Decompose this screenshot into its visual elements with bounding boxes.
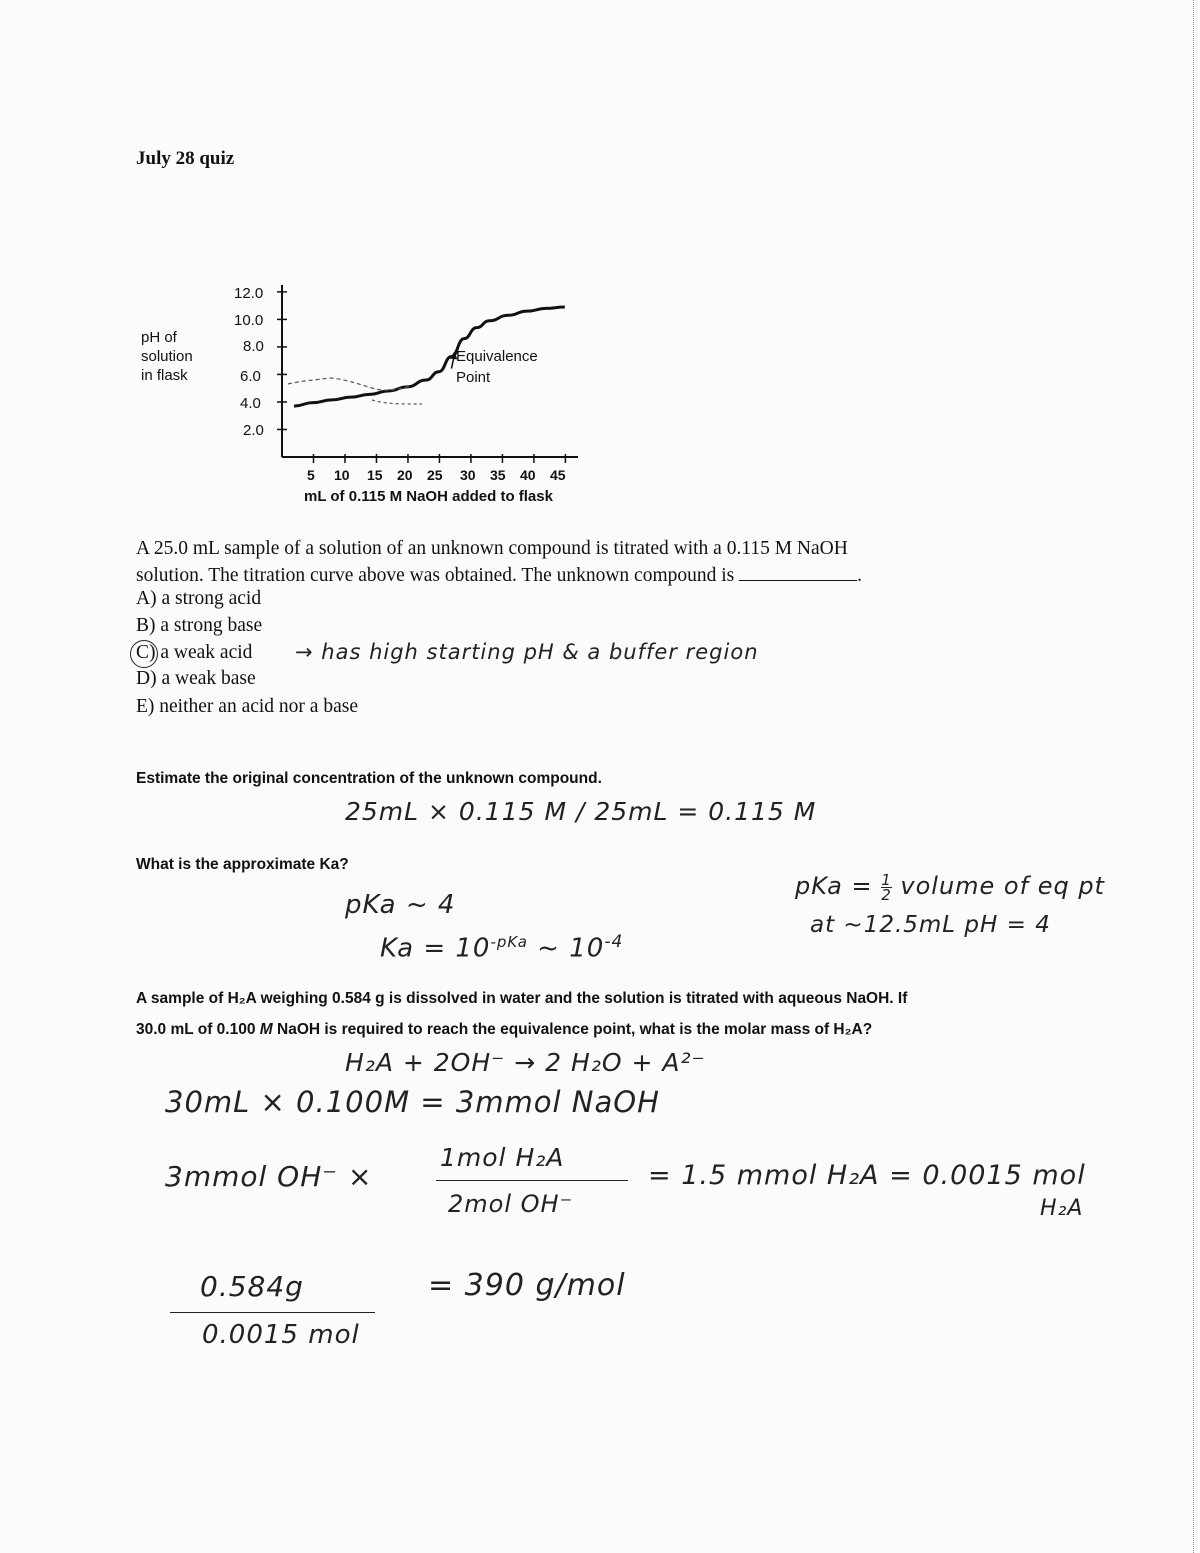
equivalence-label-line: Point: [456, 369, 491, 386]
handwritten-pka: pKa ~ 4: [345, 890, 456, 920]
question-2-text: Estimate the original concentration of the unknown compound.: [136, 770, 602, 787]
handwritten-equation: H₂A + 2OH⁻ → 2 H₂O + A²⁻: [345, 1048, 706, 1077]
handwritten-step1: 30mL × 0.100M = 3mmol NaOH: [165, 1085, 660, 1119]
handwritten-step2-sub: H₂A: [1040, 1196, 1084, 1221]
question-1-line: A 25.0 mL sample of a solution of an unknown compound is titrated with a 0.115 M NaOH: [136, 538, 848, 559]
question-1-text: [136, 535, 1036, 589]
side-note-frac-num: 1: [881, 870, 892, 889]
handwritten-step3-den: 0.0015 mol: [202, 1320, 360, 1350]
chart-x-tick: 5: [307, 467, 315, 483]
chart-x-tick: 15: [367, 467, 383, 483]
option-b: [136, 615, 262, 637]
step3-fraction-bar: [170, 1312, 375, 1313]
option-text: a strong base: [160, 615, 263, 636]
titration-chart: [0, 0, 1200, 520]
equivalence-label-line: Equivalence: [456, 348, 538, 365]
handwritten-step3-result: = 390 g/mol: [428, 1268, 626, 1303]
option-e: [136, 696, 358, 718]
option-c: [136, 642, 252, 664]
option-text: a weak base: [161, 668, 256, 689]
option-a: [136, 588, 261, 610]
chart-x-tick: 45: [550, 467, 566, 483]
chart-y-tick: 8.0: [243, 338, 264, 355]
question-4-line1: A sample of H₂A weighing 0.584 g is dissolved in water and the solution is titrated with aqueous NaOH. If: [136, 990, 908, 1007]
chart-y-tick: 2.0: [243, 422, 264, 439]
side-note-frac-den: 2: [881, 885, 892, 904]
option-letter: B): [136, 615, 156, 636]
question-1-line-text: solution. The titration curve above was obtained. The unknown compound is: [136, 565, 735, 586]
chart-y-tick: 6.0: [240, 368, 261, 385]
answer-blank: [739, 580, 857, 581]
question-3-text: What is the approximate Ka?: [136, 856, 349, 873]
chart-x-tick: 40: [520, 467, 536, 483]
chart-x-tick: 20: [397, 467, 413, 483]
chart-x-tick: 10: [334, 467, 350, 483]
question-4-line2-pre: 30.0 mL of 0.100: [136, 1021, 260, 1038]
handwritten-ka-tail: ~ 10: [537, 933, 605, 964]
question-1-line: solution. The titration curve above was obtained. The unknown compound is .: [136, 565, 863, 586]
option-letter: C): [136, 642, 156, 663]
buffer-region-scribble: [288, 378, 410, 390]
side-note-fraction: [881, 870, 892, 904]
chart-x-tick: 25: [427, 467, 443, 483]
chart-y-tick: 12.0: [234, 285, 264, 302]
handwritten-ka-tail-exp: -4: [604, 932, 624, 952]
handwritten-answer-q2: 25mL × 0.115 M / 25mL = 0.115 M: [345, 797, 817, 826]
chart-y-label-line: pH of: [141, 329, 177, 346]
chart-y-label-line: in flask: [141, 367, 188, 384]
handwritten-step2-left: 3mmol OH⁻ ×: [165, 1160, 373, 1193]
question-4-line2-post: NaOH is required to reach the equivalence point, what is the molar mass of H₂A?: [272, 1021, 873, 1038]
chart-y-tick: 10.0: [234, 312, 264, 329]
option-text: a weak acid: [160, 642, 253, 663]
question-4-molar-symbol: M: [259, 1021, 273, 1038]
handwritten-ka-exp: -pKa: [490, 933, 528, 951]
handwritten-note-q1: → has high starting pH & a buffer region: [295, 640, 759, 664]
handwritten-step2-right: = 1.5 mmol H₂A = 0.0015 mol: [648, 1160, 1086, 1191]
question-4-line2: [136, 1021, 872, 1039]
option-d: [136, 668, 256, 690]
chart-x-tick: 30: [460, 467, 476, 483]
handwritten-side-note-line2: at ~12.5mL pH = 4: [810, 912, 1051, 938]
chart-y-label-line: solution: [141, 348, 193, 365]
option-letter: E): [136, 696, 155, 717]
option-text: a strong acid: [161, 588, 262, 609]
page-title: July 28 quiz: [136, 148, 235, 169]
handwritten-step3-num: 0.584g: [200, 1270, 304, 1303]
handwritten-side-note: [795, 872, 1105, 902]
handwritten-step2-num: 1mol H₂A: [440, 1143, 565, 1172]
chart-y-tick: 4.0: [240, 395, 261, 412]
step2-fraction-bar: [436, 1180, 628, 1181]
side-note-suffix: volume of eq pt: [900, 872, 1105, 900]
buffer-region-scribble: [372, 400, 422, 404]
chart-x-tick: 35: [490, 467, 506, 483]
chart-x-label: mL of 0.115 M NaOH added to flask: [304, 488, 553, 505]
equivalence-point-label: [456, 346, 538, 388]
side-note-prefix: pKa =: [795, 872, 873, 900]
option-text: neither an acid nor a base: [159, 696, 358, 717]
handwritten-step2-den: 2mol OH⁻: [448, 1190, 574, 1218]
option-letter: D): [136, 668, 157, 689]
handwritten-ka-base: Ka = 10: [380, 933, 491, 964]
handwritten-ka: [380, 932, 623, 964]
option-letter: A): [136, 588, 157, 609]
